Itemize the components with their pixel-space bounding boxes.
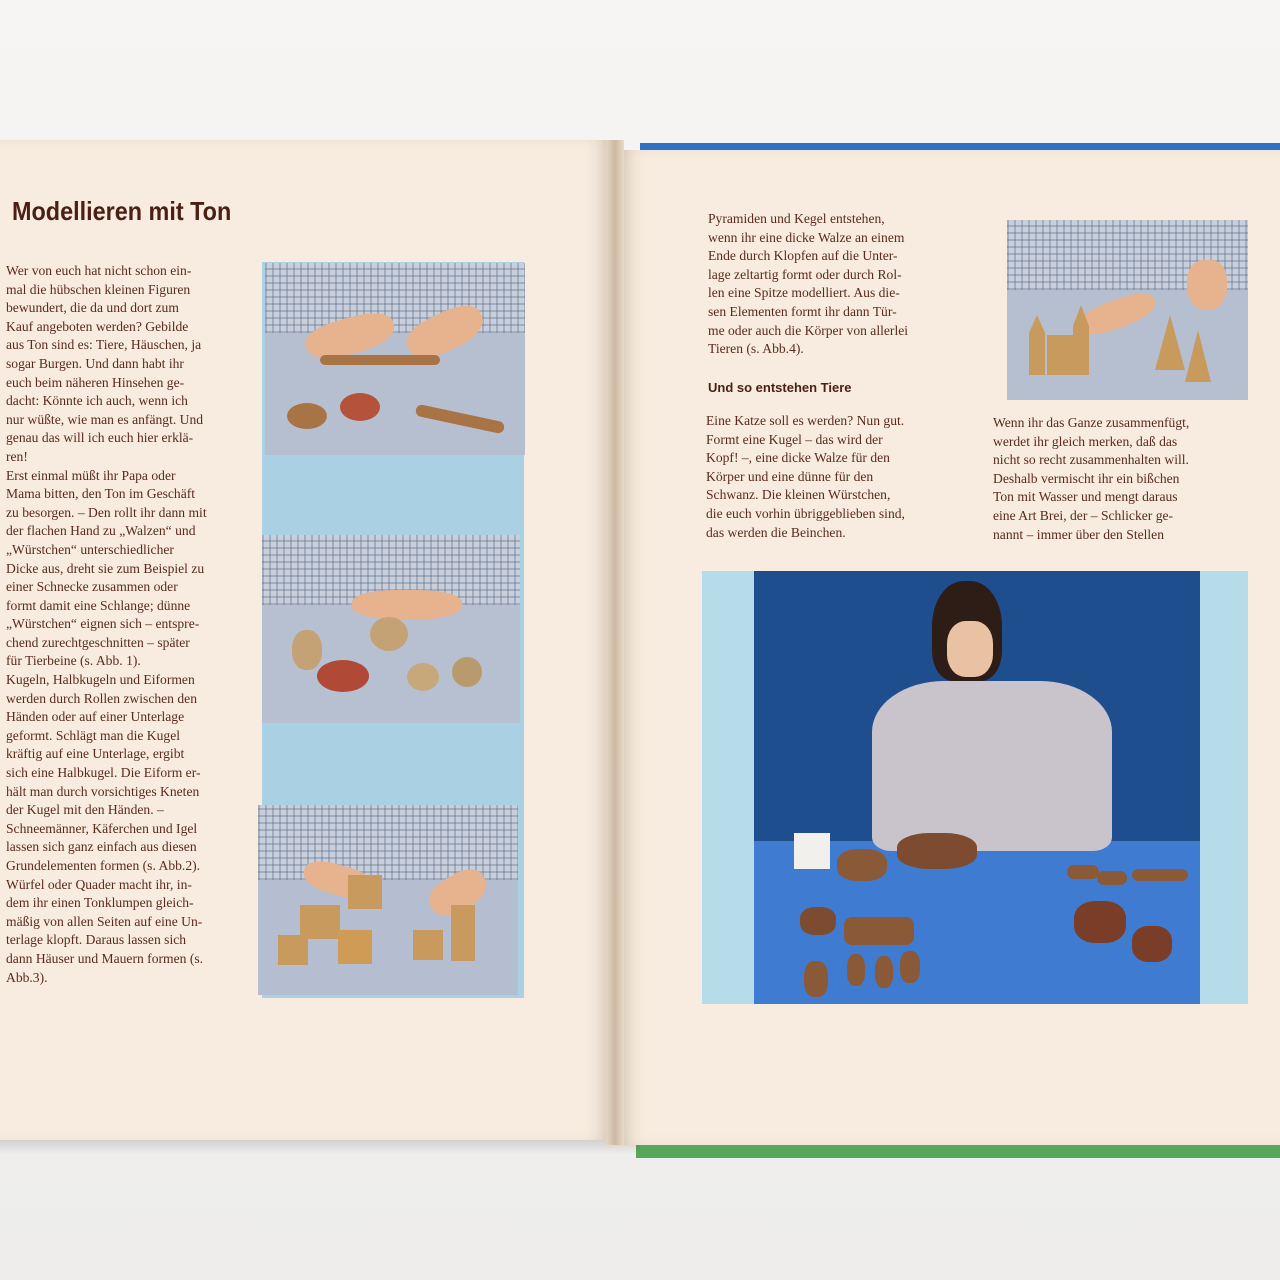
text-line: Abb.3). bbox=[6, 969, 48, 985]
text-line: Kauf angeboten werden? Gebilde bbox=[6, 318, 189, 334]
text-line: Ende durch Klopfen auf die Unter- bbox=[708, 248, 898, 264]
text-line: geformt. Schlägt man die Kugel bbox=[6, 727, 181, 743]
right-text-column-3 bbox=[993, 414, 1247, 544]
photo-cones-towers bbox=[1007, 220, 1248, 400]
photo-cubes bbox=[258, 805, 518, 995]
text-line: me oder auch die Körper von allerlei bbox=[708, 322, 909, 338]
text-line: zu besorgen. – Den rollt ihr dann mit bbox=[6, 504, 207, 520]
text-line: Pyramiden und Kegel entstehen, bbox=[708, 211, 885, 226]
text-line: Schneemänner, Käferchen und Igel bbox=[6, 820, 198, 836]
text-line: Wer von euch hat nicht schon ein- bbox=[6, 263, 192, 278]
text-line: formt damit eine Schlange; dünne bbox=[6, 597, 191, 613]
text-line: kräftig auf eine Unterlage, ergibt bbox=[6, 746, 185, 762]
text-line: wenn ihr eine dicke Walze an einem bbox=[708, 229, 905, 245]
text-line: mal die hübschen kleinen Figuren bbox=[6, 281, 191, 297]
text-line: einer Schnecke zusammen oder bbox=[6, 579, 178, 595]
photo-girl-modelling-cat bbox=[702, 571, 1248, 1004]
text-line: hält man durch vorsichtiges Kneten bbox=[6, 783, 200, 799]
text-line: lage zeltartig formt oder durch Rol- bbox=[708, 266, 902, 282]
text-line: dann Häuser und Mauern formen (s. bbox=[6, 950, 204, 966]
girl-face bbox=[947, 621, 993, 677]
text-line: Dicke aus, dreht sie zum Beispiel zu bbox=[6, 560, 205, 576]
text-line: nicht so recht zusammenhalten will. bbox=[993, 452, 1189, 468]
text-line: lassen sich ganz einfach aus diesen bbox=[6, 839, 197, 855]
text-line: der Kugel mit den Händen. – bbox=[6, 802, 164, 818]
text-line: bewundert, die da und dort zum bbox=[6, 300, 179, 316]
text-line: terlage klopft. Daraus lassen sich bbox=[6, 932, 187, 948]
text-line: Tieren (s. Abb.4). bbox=[708, 341, 804, 357]
page-title: Modellieren mit Ton bbox=[12, 196, 232, 226]
text-line: Ton mit Wasser und mengt daraus bbox=[993, 489, 1178, 505]
book-shadow bbox=[0, 1140, 640, 1154]
photo-rolling-clay bbox=[265, 263, 525, 455]
book-gutter bbox=[606, 140, 624, 1145]
text-line: werden durch Rollen zwischen den bbox=[6, 690, 198, 706]
text-line: Wenn ihr das Ganze zusammenfügt, bbox=[993, 415, 1190, 430]
text-line: Kugeln, Halbkugeln und Eiformen bbox=[6, 672, 195, 688]
text-line: sogar Burgen. Und dann habt ihr bbox=[6, 355, 184, 371]
text-line: Schwanz. Die kleinen Würstchen, bbox=[706, 487, 891, 503]
text-line: Deshalb vermischt ihr ein bißchen bbox=[993, 470, 1180, 486]
text-line: Erst einmal müßt ihr Papa oder bbox=[6, 467, 176, 483]
left-text-column bbox=[6, 262, 242, 987]
text-line: mäßig von allen Seiten auf eine Un- bbox=[6, 913, 203, 929]
text-line: sich eine Halbkugel. Die Eiform er- bbox=[6, 765, 201, 781]
text-line: Mama bitten, den Ton im Geschäft bbox=[6, 486, 196, 502]
text-line: Grundelementen formen (s. Abb.2). bbox=[6, 858, 201, 873]
text-line: chend zurechtgeschnitten – später bbox=[6, 634, 190, 650]
text-line: für Tierbeine (s. Abb. 1). bbox=[6, 653, 141, 669]
text-line: euch beim näheren Hinsehen ge- bbox=[6, 374, 185, 390]
water-cup bbox=[794, 833, 830, 869]
right-text-column-2 bbox=[706, 412, 970, 542]
text-line: der flachen Hand zu „Walzen“ und bbox=[6, 523, 196, 539]
text-line: Händen oder auf einer Unterlage bbox=[6, 709, 185, 725]
text-line: Körper und eine dünne für den bbox=[706, 468, 874, 484]
text-line: sen Elementen formt ihr dann Tür- bbox=[708, 303, 897, 319]
text-line: len eine Spitze modelliert. Aus die- bbox=[708, 285, 900, 301]
text-line: nannt – immer über den Stellen bbox=[993, 526, 1165, 542]
text-line: das werden die Beinchen. bbox=[706, 524, 846, 540]
text-line: Würfel oder Quader macht ihr, in- bbox=[6, 876, 192, 892]
photo-balls bbox=[262, 535, 520, 723]
text-line: dem ihr einen Tonklumpen gleich- bbox=[6, 895, 194, 911]
girl-sweater bbox=[872, 681, 1112, 851]
text-line: nur wüßte, wie man es anfängt. Und bbox=[6, 411, 204, 427]
text-line: Eine Katze soll es werden? Nun gut. bbox=[706, 413, 905, 428]
text-line: genau das will ich euch hier erklä- bbox=[6, 430, 194, 446]
text-line: aus Ton sind es: Tiere, Häuschen, ja bbox=[6, 337, 202, 353]
text-line: „Würstchen“ unterschiedlicher bbox=[6, 541, 174, 557]
text-line: „Würstchen“ eignen sich – entspre- bbox=[6, 616, 200, 632]
text-line: Formt eine Kugel – das wird der bbox=[706, 431, 883, 447]
text-line: dacht: Könnte ich auch, wenn ich bbox=[6, 393, 188, 409]
text-line: werdet ihr gleich merken, daß das bbox=[993, 433, 1178, 449]
text-line: ren! bbox=[6, 448, 28, 464]
section-heading: Und so entstehen Tiere bbox=[708, 380, 852, 395]
text-line: eine Art Brei, der – Schlicker ge- bbox=[993, 507, 1174, 523]
text-line: Kopf! –, eine dicke Walze für den bbox=[706, 450, 890, 466]
text-line: die euch vorhin übriggeblieben sind, bbox=[706, 505, 905, 521]
right-text-column-1 bbox=[708, 210, 970, 359]
